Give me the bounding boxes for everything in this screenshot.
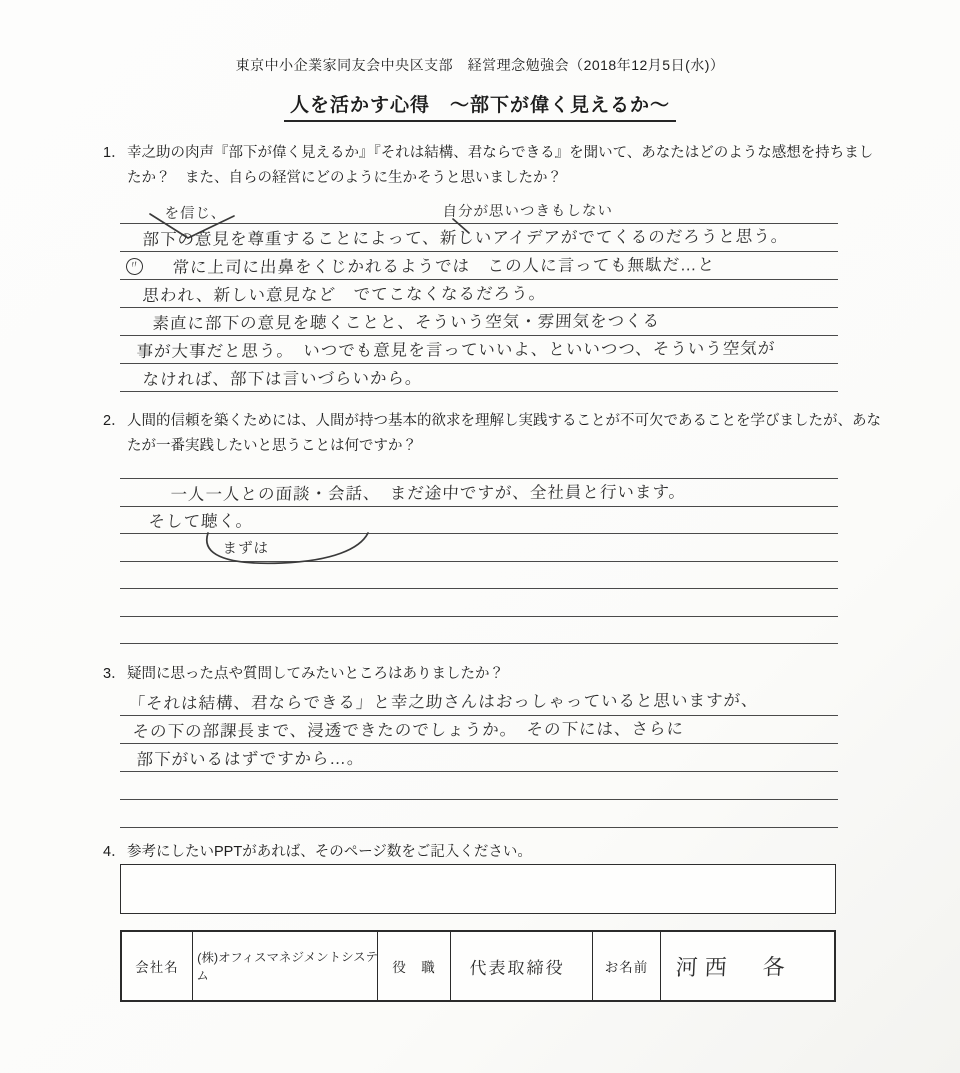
answer-line	[120, 252, 838, 280]
handwritten-insertion-2: 自分が思いつきもしない	[442, 203, 614, 221]
answer-line	[120, 800, 838, 828]
answer-line	[120, 224, 838, 252]
question-4-number: 4．	[103, 844, 126, 860]
handwritten-text: 一人一人との面談・会話、 まだ途中ですが、全社員と行います。	[170, 482, 687, 504]
answer-line	[120, 308, 838, 336]
handwritten-text: 部下がいるはずですから…。	[136, 749, 365, 769]
question-1-answer-area	[120, 203, 838, 392]
question-3-answer-area	[120, 688, 838, 828]
question-2-number: 2．	[103, 413, 126, 429]
handwritten-insertion-1: を信じ、	[164, 205, 227, 223]
handwritten-text: 事が大事だと思う。 いつでも意見を言っていいよ、といいつつ、そういう空気が	[136, 339, 776, 361]
company-name-label: 会社名	[135, 960, 179, 975]
insertion-swoosh-curve	[200, 531, 375, 569]
answer-line	[120, 716, 838, 744]
handwritten-text: 常に上司に出鼻をくじかれるようでは この人に言っても無駄だ…と	[172, 256, 716, 277]
question-1-text: 幸之助の肉声『部下が偉く見えるか』『それは結構、君ならできる』を聞いて、あなたはどのような感想を持ちましたか？ また、自らの経営にどのように生かそうと思いましたか？	[127, 145, 874, 186]
name-label: お名前	[592, 932, 660, 1000]
answer-line	[120, 617, 838, 645]
question-2-text: 人間的信頼を築くためには、人間が持つ基本的欲求を理解し実践することが不可欠であることを学びましたが、あなたが一番実践したいと思うことは何ですか？	[127, 413, 881, 454]
answer-line	[120, 479, 838, 507]
answer-line	[120, 589, 838, 617]
question-2-answer-area	[120, 478, 838, 644]
title-row	[0, 90, 960, 122]
question-4	[103, 840, 883, 865]
document-header: 東京中小企業家同友会中央区支部 経営理念勉強会（2018年12月5日(水)）	[235, 57, 725, 73]
handwritten-text: 素直に部下の意見を聴くことと、そういう空気・雰囲気をつくる	[152, 312, 661, 333]
question-1	[103, 141, 883, 191]
position-label: 役 職	[377, 932, 450, 1000]
handwritten-text: 思われ、新しい意見など でてこなくなるだろう。	[142, 284, 547, 305]
answer-line	[120, 507, 838, 535]
signature-table	[120, 930, 836, 1002]
answer-line	[120, 364, 838, 392]
name-value	[660, 932, 834, 1000]
question-4-text: 参考にしたいPPTがあれば、そのページ数をご記入ください。	[127, 844, 532, 860]
handwritten-text: 部下の意見を尊重することによって、新しいアイデアがでてくるのだろうと思う。	[142, 227, 789, 250]
handwritten-company-name: (株)オフィスマネジメントシステム	[196, 950, 379, 983]
page-title: 人を活かす心得 ～部下が偉く見えるか～	[284, 90, 676, 122]
question-3-number: 3．	[103, 666, 126, 682]
question-3	[103, 662, 883, 687]
question-3-text: 疑問に思った点や質問してみたいところはありましたか？	[127, 666, 504, 682]
question-1-number: 1．	[103, 145, 126, 161]
margin-annotation-mark: 〃	[125, 257, 145, 277]
handwritten-position: 代表取締役	[469, 958, 565, 978]
handwritten-text: その下の部課長まで、浸透できたのでしょうか。 その下には、さらに	[132, 720, 685, 741]
answer-line	[120, 688, 838, 716]
handwritten-insertion-mazuwa: まずは	[222, 540, 270, 557]
handwritten-text: なければ、部下は言いづらいから。	[142, 369, 423, 389]
answer-line	[120, 772, 838, 800]
position-value	[450, 932, 592, 1000]
answer-line	[120, 336, 838, 364]
handwritten-name: 河西 各	[675, 953, 793, 980]
ppt-page-answer-box	[120, 864, 836, 914]
handwritten-text: 「それは結構、君ならできる」と幸之助さんはおっしゃっていると思いますが、	[128, 691, 759, 713]
question-2	[103, 409, 883, 459]
company-name-value	[192, 932, 377, 1000]
handwritten-text: そして聴く。	[148, 512, 254, 531]
answer-line	[120, 744, 838, 772]
answer-line	[120, 280, 838, 308]
